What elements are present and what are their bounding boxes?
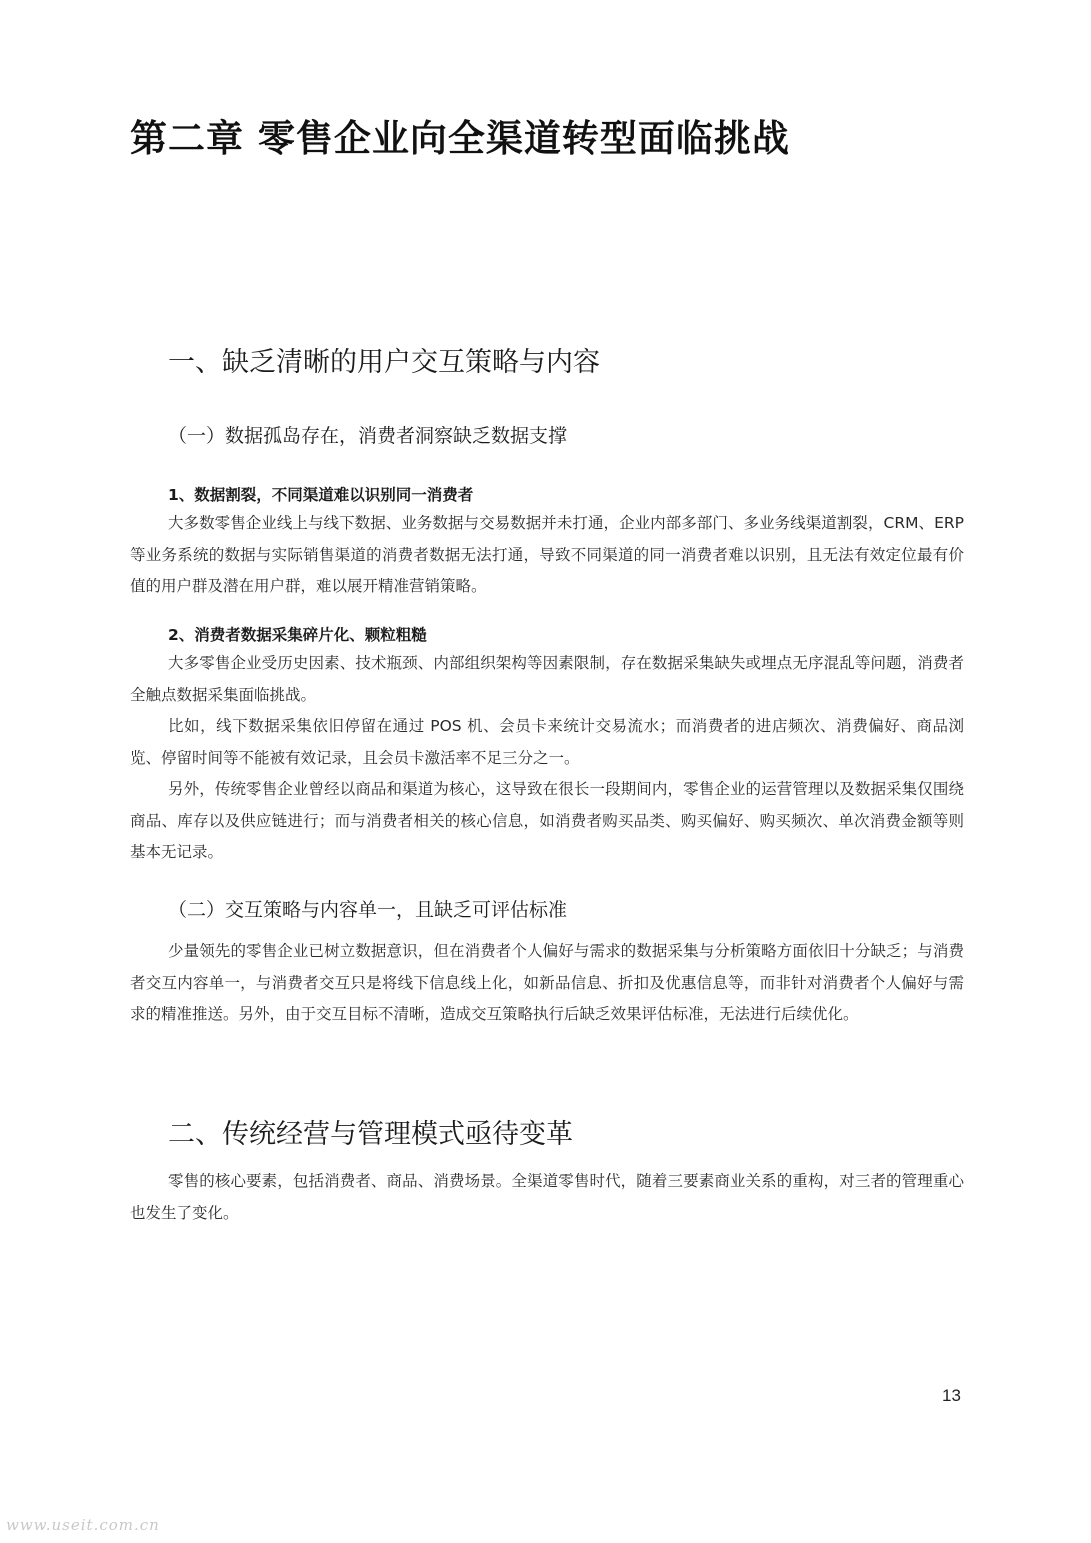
paragraph: 零售的核心要素，包括消费者、商品、消费场景。全渠道零售时代，随着三要素商业关系的重构，对三者的管理重心也发生了变化。 [130, 1172, 964, 1222]
paragraph: 大多数零售企业线上与线下数据、业务数据与交易数据并未打通，企业内部多部门、多业务线渠道割裂，CRM、ERP 等业务系统的数据与实际销售渠道的消费者数据无法打通，导致不同渠道的同一消费者难以识别，且无法有效定位最有价值的用户群及潜在用户群，难以展开精准营销策略。 [130, 514, 964, 595]
paragraph: 比如，线下数据采集依旧停留在通过 POS 机、会员卡来统计交易流水；而消费者的进店频次、消费偏好、商品浏览、停留时间等不能被有效记录，且会员卡激活率不足三分之一。 [130, 717, 964, 767]
paragraph: 少量领先的零售企业已树立数据意识，但在消费者个人偏好与需求的数据采集与分析策略方面依旧十分缺乏；与消费者交互内容单一，与消费者交互只是将线下信息线上化，如新品信息、折扣及优惠信息等，而非针对消费者个人偏好与需求的精准推送。另外，由于交互目标不清晰，造成交互策略执行后缺乏效果评估标准，无法进行后续优化。 [130, 942, 964, 1023]
watermark: www.useit.com.cn [6, 1516, 160, 1534]
point-heading-2: 2、消费者数据采集碎片化、颗粒粗糙 [168, 626, 427, 644]
paragraph: 大多零售企业受历史因素、技术瓶颈、内部组织架构等因素限制，存在数据采集缺失或埋点无序混乱等问题，消费者全触点数据采集面临挑战。 [130, 654, 964, 704]
paragraph: 另外，传统零售企业曾经以商品和渠道为核心，这导致在很长一段期间内，零售企业的运营管理以及数据采集仅围绕商品、库存以及供应链进行；而与消费者相关的核心信息，如消费者购买品类、购买偏好、购买频次、单次消费金额等则基本无记录。 [130, 780, 964, 861]
subsection-heading-2: （二）交互策略与内容单一，且缺乏可评估标准 [168, 899, 568, 921]
section-heading-1: 一、缺乏清晰的用户交互策略与内容 [168, 347, 600, 378]
page-number: 13 [942, 1386, 961, 1405]
chapter-title: 第二章 零售企业向全渠道转型面临挑战 [130, 117, 790, 160]
section-heading-2: 二、传统经营与管理模式亟待变革 [168, 1119, 573, 1150]
subsection-heading-1: （一）数据孤岛存在，消费者洞察缺乏数据支撑 [168, 425, 568, 447]
point-heading-1: 1、数据割裂，不同渠道难以识别同一消费者 [168, 486, 474, 504]
